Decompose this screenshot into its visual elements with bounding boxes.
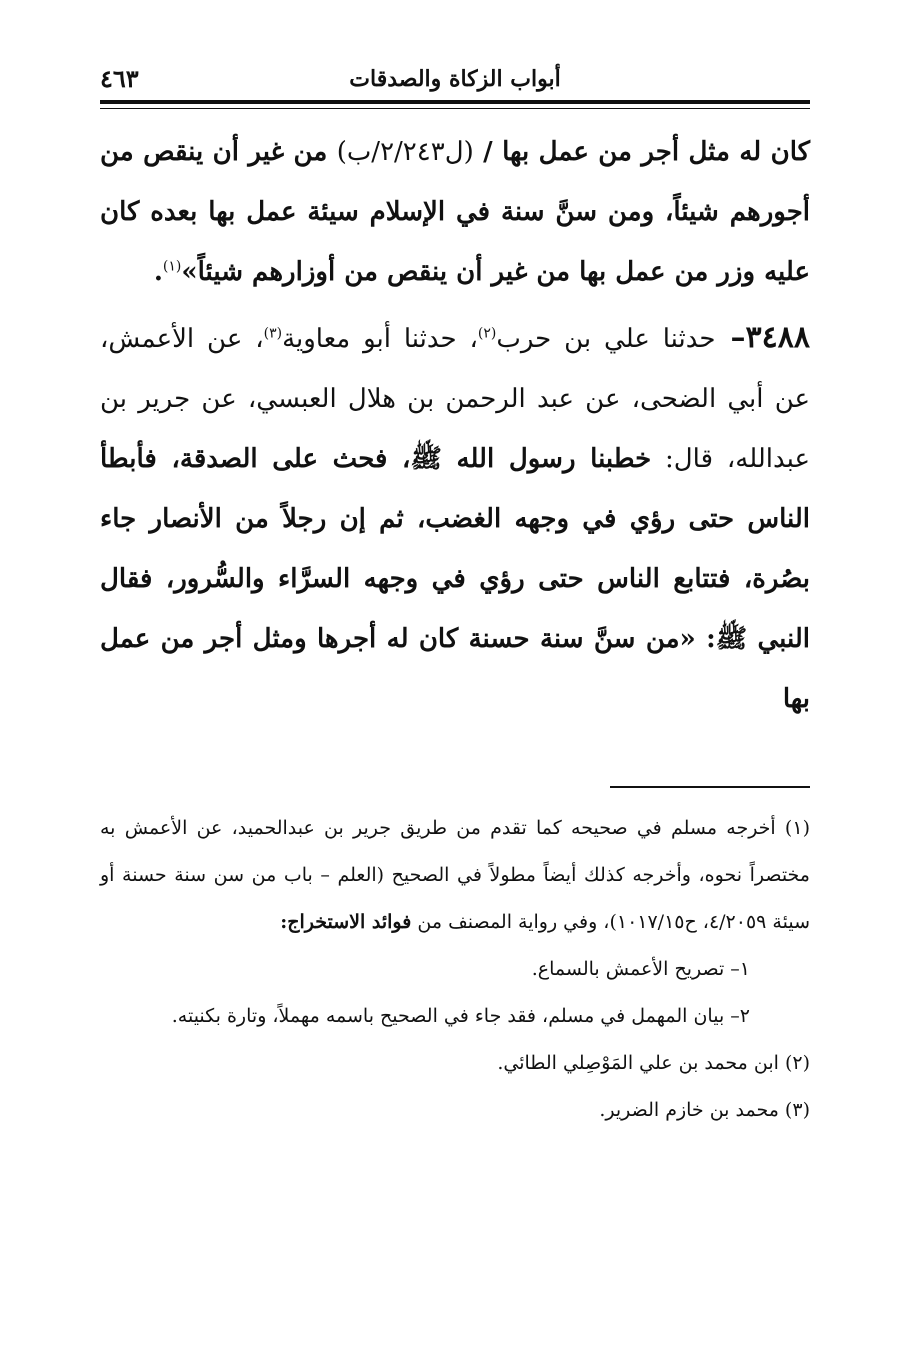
running-header: [100, 62, 810, 96]
text-segment: ، عن الأعمش، عن أبي الضحى، عن عبد الرحمن بن هلال العبسي، عن جرير بن عبدالله، قال:: [100, 324, 810, 474]
footnote-2: (٢) ابن محمد بن علي المَوْصِلي الطائي.: [497, 1052, 810, 1074]
footnote-separator: [610, 786, 810, 788]
footnote-marker-1: (١): [162, 258, 182, 275]
hadith-dash: –: [715, 320, 746, 355]
footnote-marker-2: (٢): [477, 325, 497, 342]
text-segment: من غير أن ينقص من أجورهم شيئاً، ومن سنَّ سنة في الإسلام سيئة عمل بها بعده كان عليه وزر من عمل بها من غير أن ينقص من أوزارهم شيئاً»: [100, 137, 810, 287]
footnote-1-item-1: ١– تصريح الأعمش بالسماع.: [531, 958, 750, 980]
main-text: [100, 122, 810, 729]
footnote-1-item-2: ٢– بيان المهمل في مسلم، فقد جاء في الصحيح باسمه مهملاً، وتارة بكنيته.: [171, 1005, 750, 1027]
text-segment: حدثنا علي بن حرب: [496, 324, 716, 354]
paragraph-hadith-continuation: [100, 122, 810, 302]
footnote-1: [100, 805, 810, 946]
page-number: ٤٦٣: [100, 64, 139, 93]
hadith-number: ٣٤٨٨: [745, 320, 810, 355]
footnote-bold: فوائد الاستخراج:: [280, 911, 412, 933]
text-segment: ، حدثنا أبو معاوية: [282, 324, 478, 354]
text-segment: كان له مثل أجر من عمل بها /: [473, 137, 810, 167]
footnote-3: (٣) محمد بن خازم الضرير.: [599, 1099, 810, 1121]
manuscript-reference: (ل٢/٢٤٣/ب): [336, 137, 474, 167]
chapter-title: أبواب الزكاة والصدقات: [349, 66, 561, 92]
footnote-marker-3: (٣): [263, 325, 283, 342]
header-rule-thin: [100, 108, 810, 109]
footnote-text: (١) أخرجه مسلم في صحيحه كما تقدم من طريق جرير بن عبدالحميد، عن الأعمش به مختصراً نحوه، وأخرجه كذلك أيضاً مطولاً في الصحيح (العلم – باب من سن سنة حسنة أو سيئة ٤/٢٠٥٩، ح١٠١٧/١٥)، وفي رواية المصنف من: [100, 817, 810, 933]
header-rule-thick: [100, 100, 810, 104]
footnotes: [100, 805, 810, 1134]
hadith-matn: خطبنا رسول الله ﷺ، فحث على الصدقة، فأبطأ الناس حتى رؤي في وجهه الغضب، ثم إن رجلاً من الأنصار جاء بصُرة، فتتابع الناس حتى رؤي في وجهه السرَّاء والسُّرور، فقال النبي ﷺ: «من سنَّ سنة حسنة كان له أجرها ومثل أجر من عمل بها: [100, 444, 810, 714]
text-segment: .: [153, 257, 163, 287]
paragraph-hadith-3488: [100, 308, 810, 729]
